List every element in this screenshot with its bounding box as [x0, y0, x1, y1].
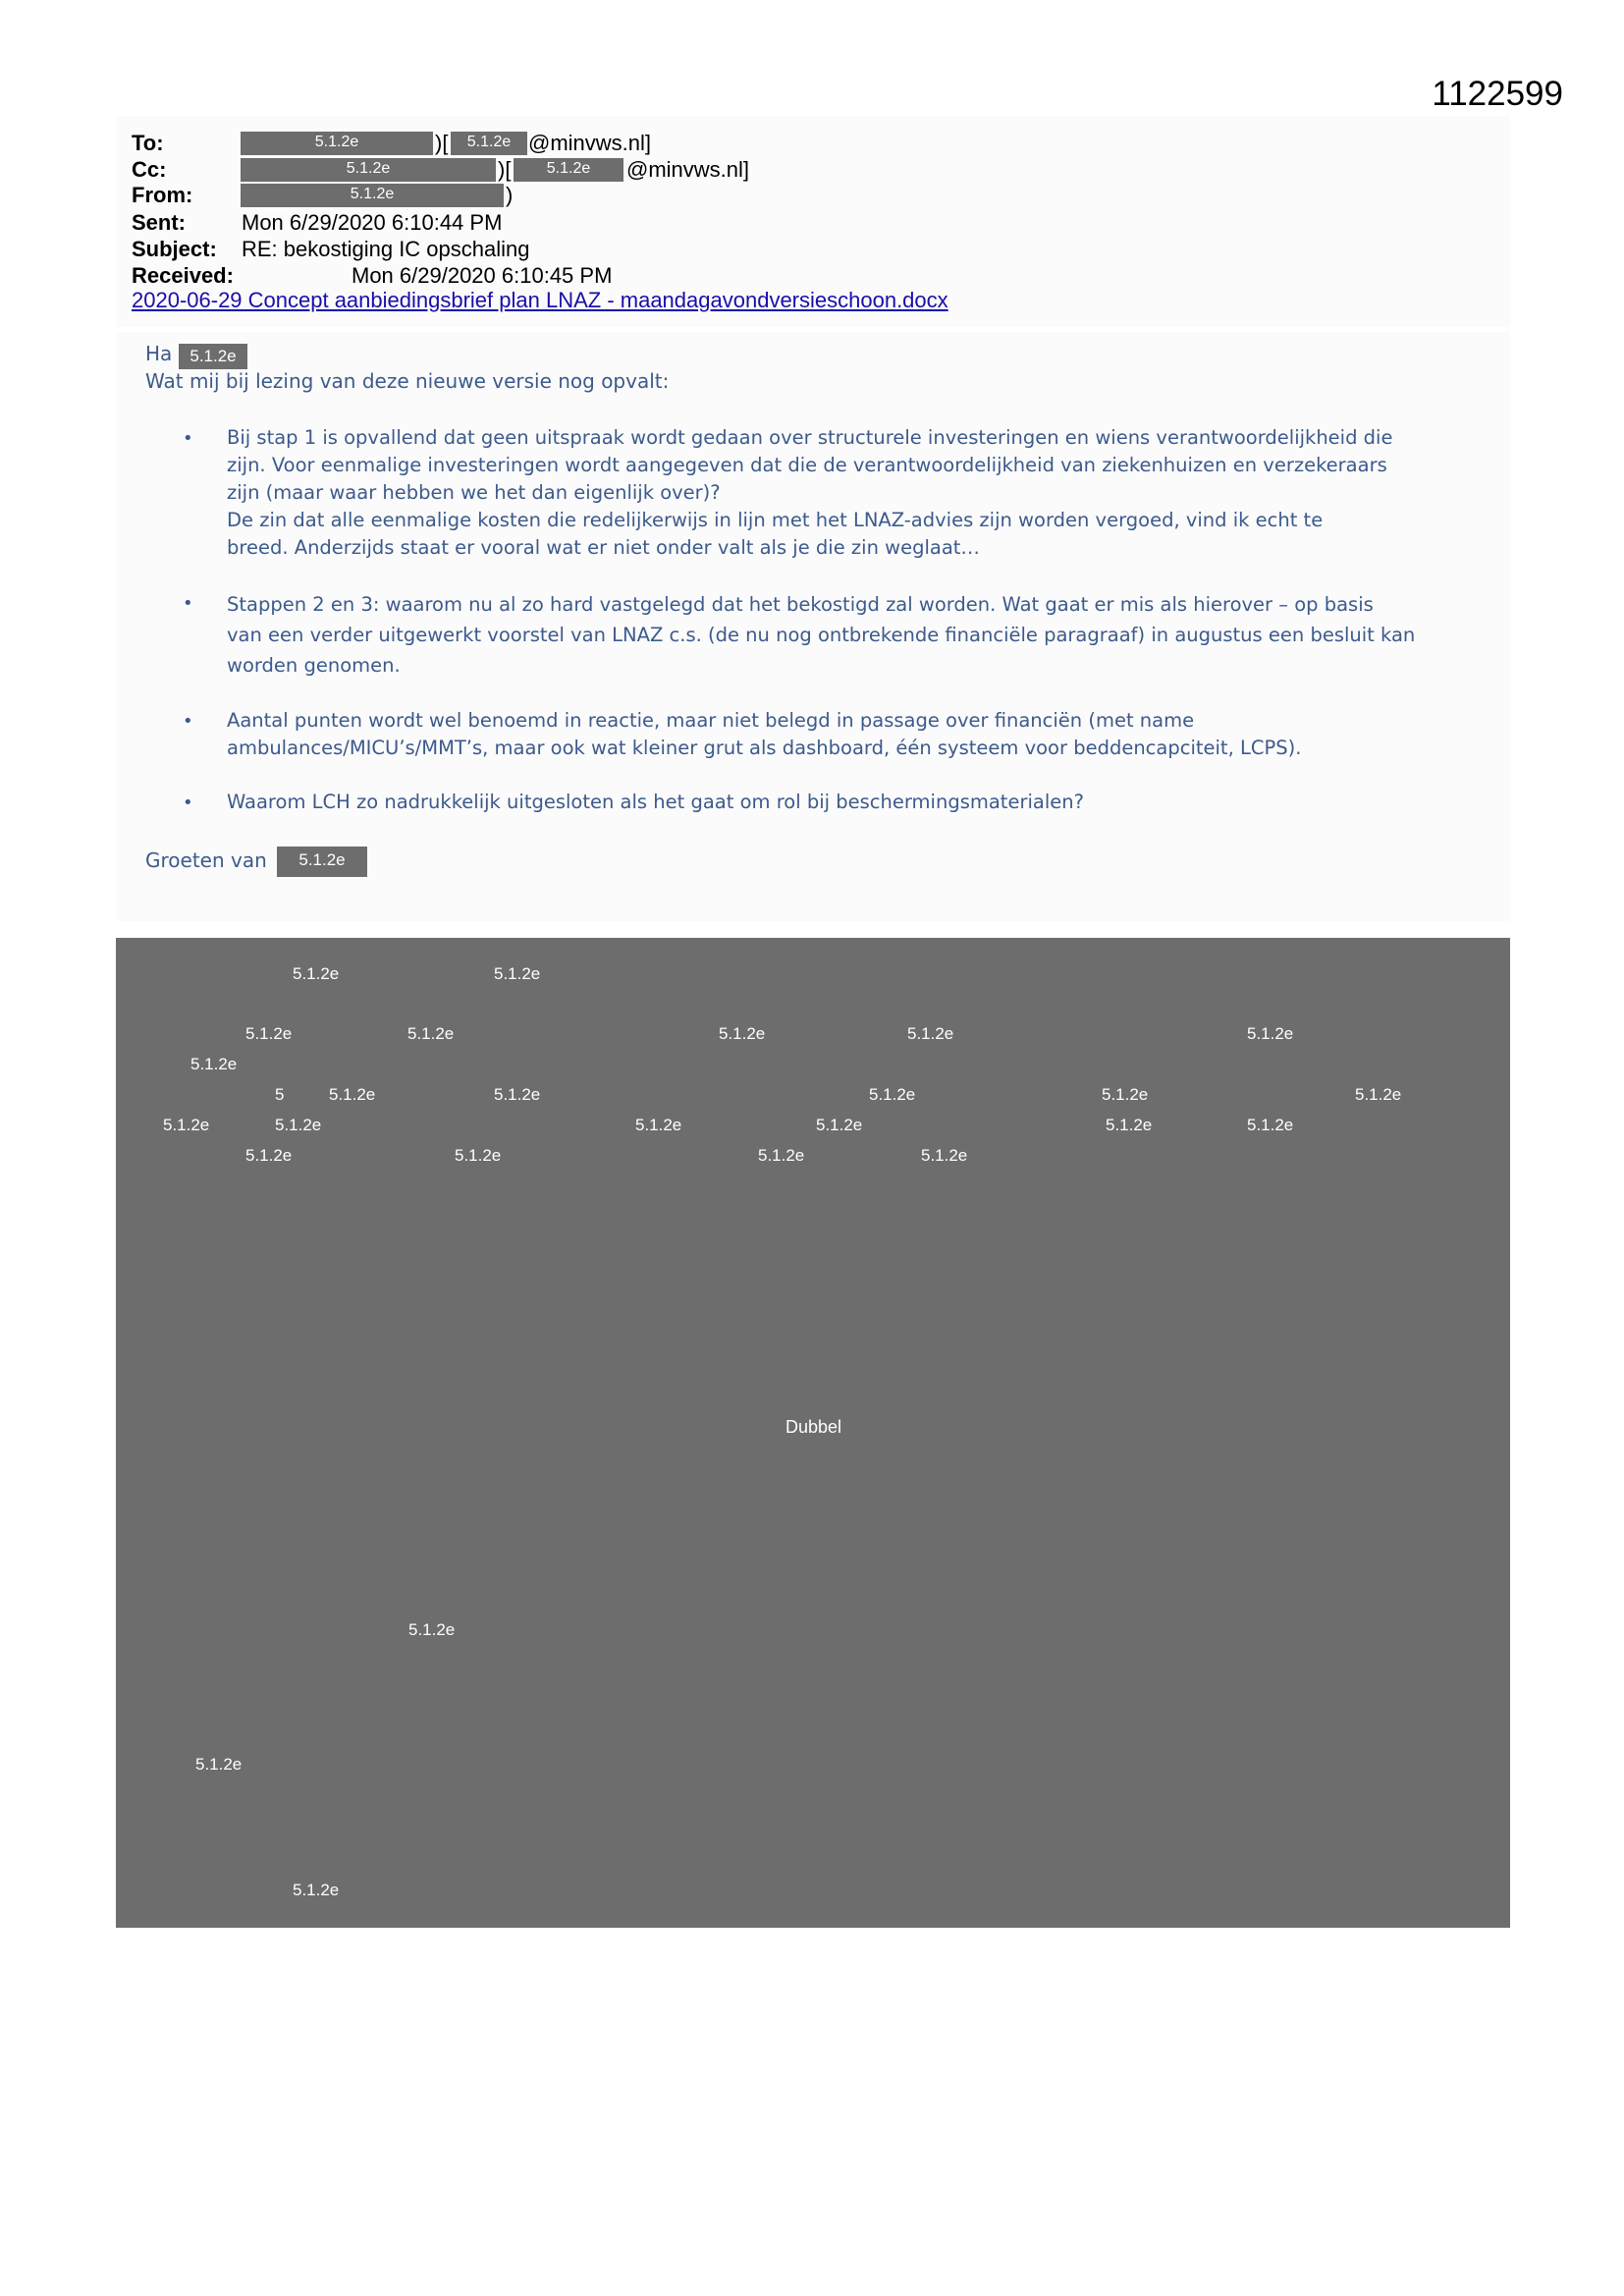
redaction-label: 5.1.2e: [1102, 1085, 1149, 1104]
bullet-text: [227, 589, 1484, 681]
bullet-line: zijn (maar waar hebben we het dan eigenlijk over)?: [227, 481, 721, 504]
received-label: Received:: [132, 263, 234, 288]
redaction-label: 5.1.2e: [190, 1055, 238, 1073]
redaction-label: 5.1.2e: [245, 1024, 293, 1043]
bullet-line: Stappen 2 en 3: waarom nu al zo hard vastgelegd dat het bekostigd zal worden. Wat gaat er mis als hierover – op basis: [227, 593, 1374, 616]
redaction-label: 5.1.2e: [869, 1085, 916, 1104]
closing: [145, 848, 346, 872]
from-bracket: ): [506, 183, 514, 207]
redacted-closing-name: 5.1.2e: [277, 847, 367, 877]
redaction-label: 5.1.2e: [407, 1024, 455, 1043]
redacted-greeting-name: 5.1.2e: [179, 344, 247, 369]
redaction-label: 5.1.2e: [635, 1116, 682, 1134]
received-value: Mon 6/29/2020 6:10:45 PM: [352, 263, 613, 288]
sent-value: Mon 6/29/2020 6:10:44 PM: [242, 210, 503, 235]
email-body: [116, 332, 1510, 921]
intro-text: Wat mij bij lezing van deze nieuwe versie nog opvalt:: [145, 369, 670, 393]
bullet-line: breed. Anderzijds staat er vooral wat er niet onder valt als je die zin weglaat…: [227, 536, 980, 559]
redaction-label: 5.1.2e: [293, 1881, 340, 1899]
redaction-label: 5.1.2e: [455, 1146, 502, 1165]
redaction-label-partial: 5: [275, 1085, 285, 1104]
cc-domain: @minvws.nl]: [626, 157, 750, 182]
redaction-label: 5.1.2e: [1247, 1116, 1294, 1134]
bullet-line: Bij stap 1 is opvallend dat geen uitspraak wordt gedaan over structurele investeringen en wiens verantwoordelijkheid die: [227, 426, 1393, 449]
redaction-label: 5.1.2e: [816, 1116, 863, 1134]
attachment-link[interactable]: 2020-06-29 Concept aanbiedingsbrief plan LNAZ - maandagavondversieschoon.docx: [132, 288, 948, 312]
closing-text: Groeten van: [145, 848, 267, 872]
dubbel-note: Dubbel: [785, 1417, 842, 1437]
sent-label: Sent:: [132, 210, 186, 235]
to-label: To:: [132, 131, 164, 155]
greeting: [145, 342, 237, 365]
redaction-label: 5.1.2e: [293, 964, 340, 983]
bullet-text: [227, 424, 1484, 562]
redacted-recipient-name: 5.1.2e: [241, 132, 433, 155]
cc-label: Cc:: [132, 157, 167, 182]
to-domain: @minvws.nl]: [528, 131, 652, 155]
redacted-cc-email: 5.1.2e: [514, 158, 623, 182]
redacted-cc-name: 5.1.2e: [241, 158, 496, 182]
redaction-label: 5.1.2e: [329, 1085, 376, 1104]
bullet-line: zijn. Voor eenmalige investeringen wordt aangegeven dat die de verantwoordelijkheid van ziekenhuizen en verzekeraars: [227, 454, 1387, 476]
bullet-line: Aantal punten wordt wel benoemd in reactie, maar niet belegd in passage over financiën (met name: [227, 709, 1195, 732]
document-id: 1122599: [1432, 75, 1563, 113]
redaction-label: 5.1.2e: [719, 1024, 766, 1043]
greeting-text: Ha: [145, 342, 173, 365]
from-label: From:: [132, 183, 193, 207]
redacted-recipient-email: 5.1.2e: [451, 132, 527, 155]
redacted-block: [116, 938, 1510, 1928]
redaction-label: 5.1.2e: [1106, 1116, 1153, 1134]
redaction-label: 5.1.2e: [907, 1024, 954, 1043]
redaction-label: 5.1.2e: [494, 1085, 541, 1104]
bullet-text: [227, 707, 1484, 762]
redaction-label: 5.1.2e: [408, 1620, 456, 1639]
to-bracket: )[: [435, 131, 449, 155]
cc-bracket: )[: [498, 157, 512, 182]
redaction-label: 5.1.2e: [245, 1146, 293, 1165]
bullet-dot: •: [183, 793, 193, 813]
bullet-line: Waarom LCH zo nadrukkelijk uitgesloten als het gaat om rol bij beschermingsmaterialen?: [227, 791, 1084, 813]
bullet-dot: •: [183, 711, 193, 732]
bullet-line: van een verder uitgewerkt voorstel van LNAZ c.s. (de nu nog ontbrekende financiële paragraaf) in augustus een besluit kan: [227, 624, 1416, 646]
subject-value: RE: bekostiging IC opschaling: [242, 237, 530, 261]
bullet-dot: •: [183, 428, 193, 449]
bullet-line: De zin dat alle eenmalige kosten die redelijkerwijs in lijn met het LNAZ-advies zijn worden vergoed, vind ik echt te: [227, 509, 1324, 531]
redaction-label: 5.1.2e: [921, 1146, 968, 1165]
redaction-label: 5.1.2e: [1247, 1024, 1294, 1043]
redaction-label: 5.1.2e: [1355, 1085, 1402, 1104]
bullet-text: [227, 789, 1484, 816]
redaction-label: 5.1.2e: [195, 1755, 243, 1774]
redacted-sender: 5.1.2e: [241, 184, 504, 207]
redaction-label: 5.1.2e: [758, 1146, 805, 1165]
redaction-label: 5.1.2e: [163, 1116, 210, 1134]
bullet-dot: •: [183, 593, 193, 614]
bullet-line: worden genomen.: [227, 654, 401, 677]
redaction-label: 5.1.2e: [275, 1116, 322, 1134]
subject-label: Subject:: [132, 237, 217, 261]
bullet-line: ambulances/MICU’s/MMT’s, maar ook wat kleiner grut als dashboard, één systeem voor beddencapciteit, LCPS).: [227, 737, 1302, 759]
redaction-label: 5.1.2e: [494, 964, 541, 983]
